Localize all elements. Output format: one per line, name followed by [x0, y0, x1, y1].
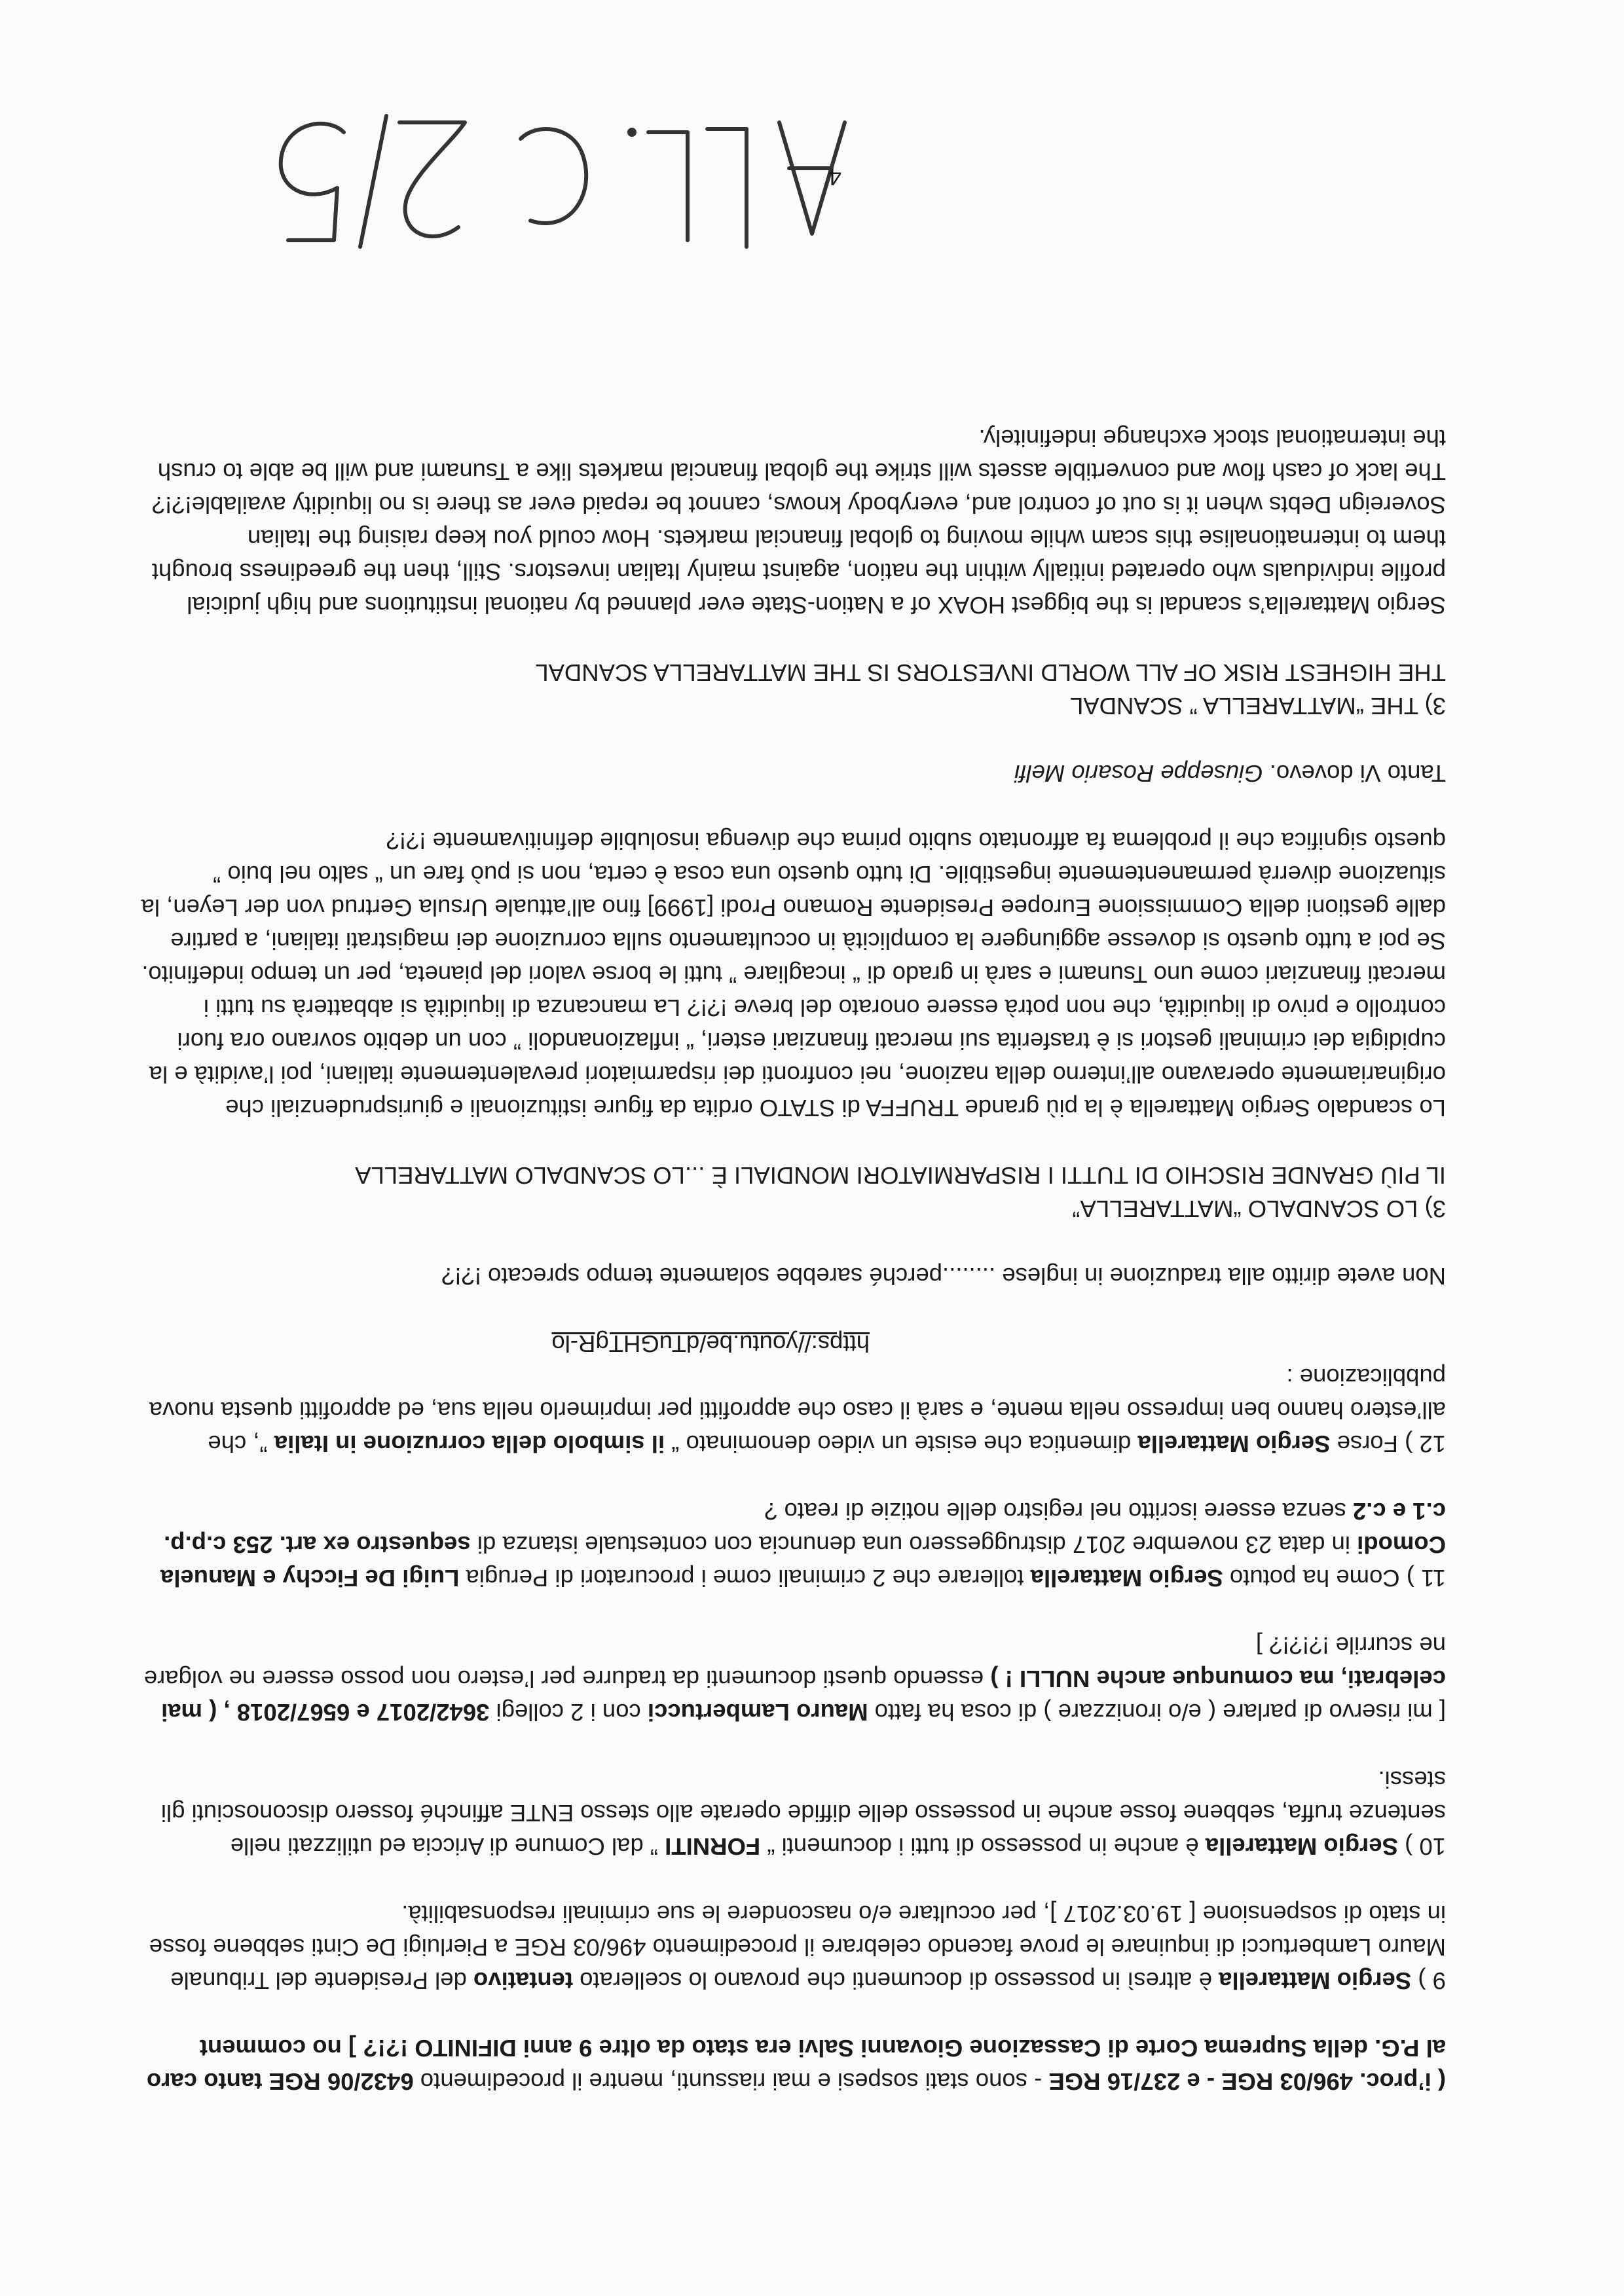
page-number: 4	[828, 164, 842, 191]
paragraph-proc-status: ( i’proc. 496/03 RGE - e 237/16 RGE - sono stati sospesi e mai riassunti, mentre il procedimento 6432/06 RGE tanto caro al P.G. della Suprema Corte di Cassazione Giovanni Salvi era stato da oltre 9 anni DIFINITO !?!? ] no comment	[146, 2035, 1446, 2095]
signature-line: Tanto Vi dovevo. Giuseppe Rosario Melfi	[1014, 760, 1446, 787]
video-link[interactable]: https://youtu.be/dTuGHTgR-lo	[551, 1330, 870, 1357]
paragraph-12: 12 ) Forse Sergio Mattarella dimentica che esiste un video denominato “ il simbolo della corruzione in Italia ”, che all’estero hanno ben impresso nella mente, e sarà il caso che approfitti per imprimerlo nella sua, ed approfitti questa nuova pubblicazione :	[149, 1364, 1446, 1457]
document-body	[136, 422, 1446, 2098]
section-heading-it: 3) LO SCANDALO “MATTARELLA” IL PIÙ GRANDE RISCHIO DI TUTTI I RISPARMIATORI MONDIALI È ...LO SCANDALO MATTARELLA	[355, 1162, 1446, 1222]
paragraph-9: 9 ) Sergio Mattarella è altresì in possesso di documenti che provano lo scellerato tentativo del Presidente del Tribunale Mauro Lambertucci di inquinare le prove facendo celebrare il procedimento 496/03 RGE a Pierluigi De Cinti sebbene fosse in stato di sospensione [ 19.03.2017 ], per occultare e/o nascondere le sue criminali responsabilità.	[149, 1901, 1446, 1994]
paragraph-collegi-note: [ mi riservo di parlare ( e/o ironizzare ) di cosa ha fatto Mauro Lambertucci con i 2 collegi 3642/2017 e 6567/2018 , ( mai celebrati, ma comunque anche NULLI ! ) essendo questi documenti da tradurre per l’estero non posso essere ne volgare ne scurrile !?!?!? ]	[143, 1632, 1446, 1726]
paragraph-scandal-en: Sergio Mattarella’s scandal is the biggest HOAX of a Nation-State ever planned by national institutions and high judicial profile individuals who operated initially within the nation, against mainly Italian investors. Still, then the greediness brought them to internationalise this scam while moving to global financial markets. How could you keep raising the Italian Sovereign Debts when it is out of control and, everybody knows, cannot be repaid ever as there is no liquidity available!?!? The lack of cash flow and convertible assets will strike the global financial markets like a Tsunami and will be able to crush the international stock exchange indefinitely.	[151, 425, 1446, 619]
paragraph-no-translation: Non avete diritto alla traduzione in inglese ........perché sarebbe solamente tempo sprecato !?!?	[441, 1263, 1446, 1290]
paragraph-11: 11 ) Come ha potuto Sergio Mattarella tollerare che 2 criminali come i procuratori di Perugia Luigi De Ficchy e Manuela Comodi in data 23 novembre 2017 distruggessero una denuncia con contestuale istanza di sequestro ex art. 253 c.p.p. c.1 e c.2 senza essere iscritto nel registro delle notizie di reato ?	[160, 1498, 1446, 1592]
paragraph-10: 10 ) Sergio Mattarella è anche in possesso di tutti i documenti “ FORNITI ” dal Comune di Ariccia ed utilizzati nelle sentenze truffa, sebbene fosse anche in possesso delle diffide operate allo stesso ENTE affinché fossero disconosciuti gli stessi.	[160, 1766, 1446, 1860]
paragraph-scandal-it: Lo scandalo Sergio Mattarella è la più grande TRUFFA di STATO ordita da figure istituzionali e giurisprudenziali che originariamente operavano all’interno della nazione, nei confronti dei risparmiatori prevalentemente italiani, poi l’avidità e la cupidigia dei criminali gestori si è trasferita sui mercati finanziari esteri, “ inflazionandoli ” con un debito sovrano ora fuori controllo e privo di liquidità, che non potrà essere onorato del breve !?!? La mancanza di liquidità si abbatterà su tutti i mercati finanziari come uno Tsunami e sarà in grado di “ incagliare ” tutti le borse valori del pianeta, per un tempo indefinito. Se poi a tutto questo si dovesse aggiungere la complicità in occultamento sulla corruzione dei magistrati italiani, a partire dalle gestioni della Commissione Europee Presidente Romano Prodi [1999] fino all’attuale Ursula Gertrud von der Leyen, la situazione diverrà permanentemente ingestibile. Di tutto questo una cosa è certa, non si può fare un “ salto nel buio ” questo significa che il problema fa affrontato subito prima che divenga insolubile definitivamente !?!?	[141, 828, 1446, 1121]
section-heading-en: 3) THE “MATTARELLA ” SCANDAL THE HIGHEST RISK OF ALL WORLD INVESTORS IS THE MATTARELLA SCANDAL	[535, 659, 1446, 720]
handwritten-label: ALL. C 2/5	[855, 272, 858, 273]
video-link-line	[136, 1327, 1446, 1360]
handwritten-annotation	[268, 103, 858, 273]
